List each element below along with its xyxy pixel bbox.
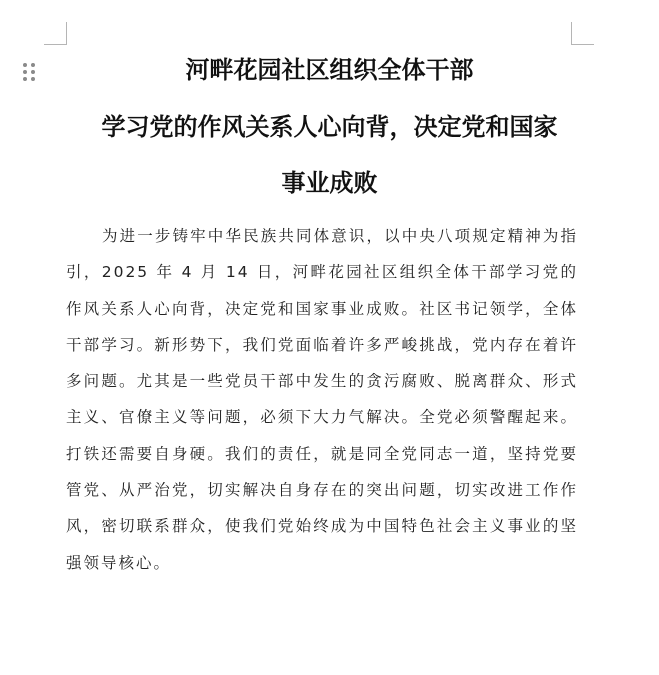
document-title-line-2: 学习党的作风关系人心向背，决定党和国家 xyxy=(101,112,558,141)
page-corner-mark-top-right xyxy=(571,22,594,45)
document-title-line-1: 河畔花园社区组织全体干部 xyxy=(185,55,474,84)
document-body-paragraph: 为进一步铸牢中华民族共同体意识，以中央八项规定精神为指引，2025 年 4 月 14 日，河畔花园社区组织全体干部学习党的作风关系人心向背，决定党和国家事业成败。社区书记领学，全体干部学习。新形势下，我们党面临着许多严峻挑战，党内存在着许多问题。尤其是一些党员干部中发生的贪污腐败、脱离群众、形式主义、官僚主义等问题，必须下大力气解决。全党必须警醒起来。打铁还需要自身硬。我们的责任，就是同全党同志一道，坚持党要管党、从严治党，切实解决自身存在的突出问题，切实改进工作作风，密切联系群众，使我们党始终成为中国特色社会主义事业的坚强领导核心。 xyxy=(66,227,578,572)
document-title-line-3: 事业成败 xyxy=(281,168,378,197)
page-corner-mark-top-left xyxy=(44,22,67,45)
drag-handle-icon[interactable] xyxy=(22,62,36,82)
